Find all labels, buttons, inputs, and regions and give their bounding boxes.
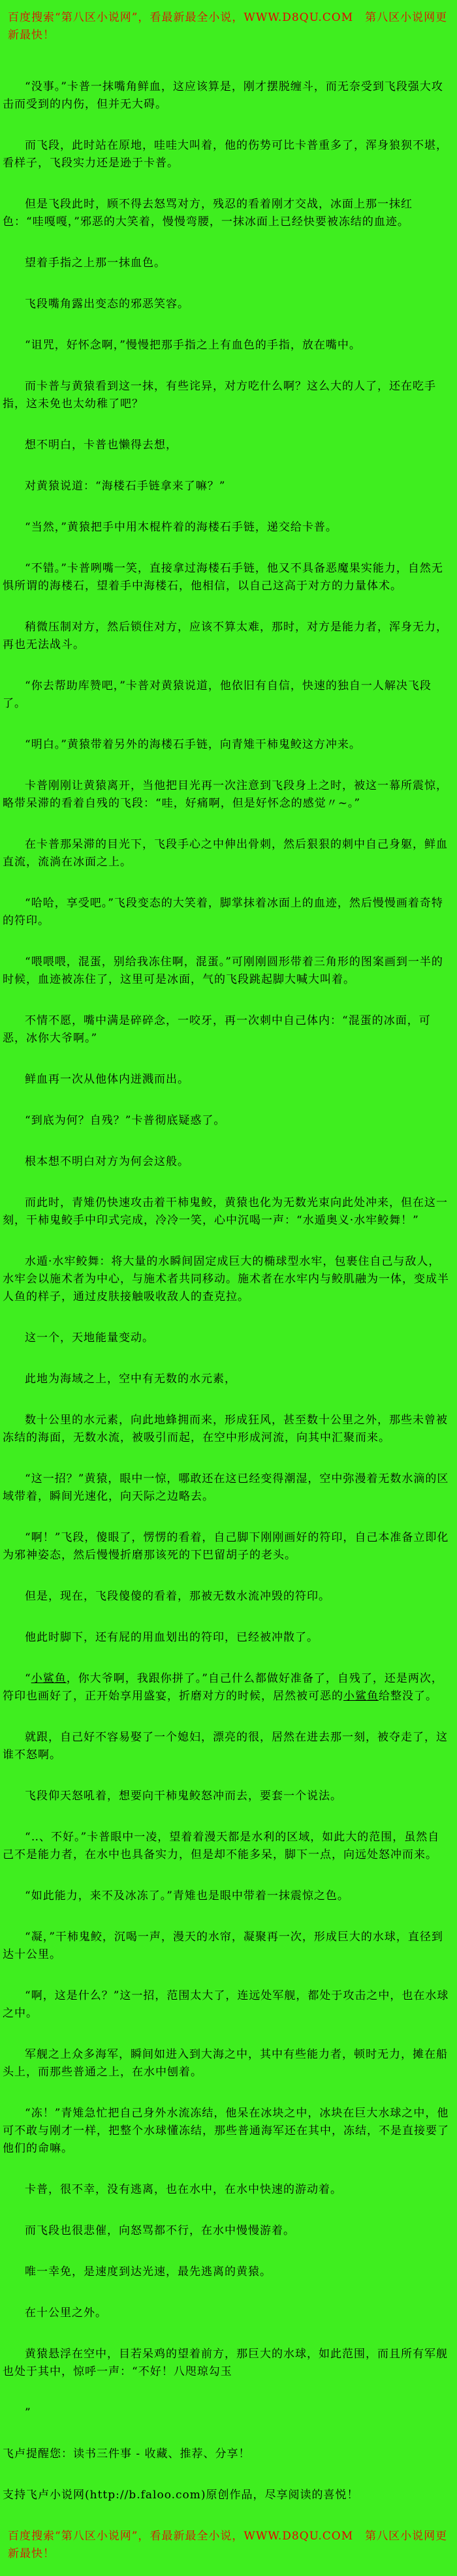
text-segment: 黄猿悬浮在空中，目若呆鸡的望着前方，那巨大的水球，如此范围，而且所有军舰也处于其中，惊呼一声：“不好！八咫琼勾玉 <box>3 2348 448 2378</box>
keyword-link[interactable]: 小鲨鱼 <box>343 1690 379 1703</box>
paragraph <box>3 196 449 231</box>
paragraph <box>3 137 449 172</box>
text-segment: 而卡普与黄猿看到这一抹，有些诧异，对方吃什么啊？这么大的人了，还在吃手指，这未免也太幼稚了吧？ <box>3 380 436 411</box>
text-segment: 想不明白，卡普也懒得去想， <box>25 439 178 452</box>
paragraph <box>3 1987 449 2023</box>
paragraph <box>3 677 449 713</box>
text-segment: 望着手指之上那一抹血色。 <box>25 256 166 270</box>
paragraph <box>3 2105 449 2158</box>
paragraph <box>3 478 449 495</box>
text-segment: 飞卢提醒您：读书三件事 - 收藏、推荐、分享！ <box>3 2447 251 2460</box>
paragraph <box>3 1253 449 1306</box>
text-segment: “啊！”飞段，傻眼了，愣愣的看着，自己脚下刚刚画好的符印，自己本准备立即化为邪神姿态，然后慢慢折磨那该死的下巴留胡子的老头。 <box>3 1531 449 1562</box>
text-segment: 飞段仰天怒吼着，想要向干柿鬼鲛怒冲而去，要套一个说法。 <box>25 1790 342 1803</box>
text-segment: 卡普刚刚让黄猿离开，当他把目光再一次注意到飞段身上之时，被这一幕所震惊，略带呆滞的看着自残的飞段：“哇，好痛啊，但是好怀念的感觉〃~。” <box>3 779 448 810</box>
text-segment: 卡普，很不幸，没有逃离，也在水中，在水中快速的游动着。 <box>25 2183 342 2196</box>
paragraph <box>3 1829 449 1864</box>
paragraph <box>3 895 449 930</box>
text-segment: 但是，现在，飞段傻傻的看着，那被无数水流冲毁的符印。 <box>25 1590 330 1603</box>
paragraph <box>3 2263 449 2281</box>
text-segment: 这一个，天地能量变动。 <box>25 1331 154 1344</box>
text-segment: “凝，”干柿鬼鲛，沉喝一声，漫天的水帘，凝聚再一次，形成巨大的水球，直径到达十公里。 <box>3 1931 443 1961</box>
paragraph <box>3 1629 449 1647</box>
text-segment: ” <box>25 2406 31 2419</box>
text-segment: 在十公里之外。 <box>25 2306 107 2320</box>
paragraph <box>3 777 449 813</box>
text-segment: 数十公里的水元素，向此地蜂拥而来，形成狂风，甚至数十公里之外，那些未曾被冻结的海面，无数水流，被吸引而起，在空中形成河流，向其中汇聚而来。 <box>3 1414 448 1444</box>
paragraph <box>3 736 449 754</box>
paragraph <box>3 378 449 413</box>
text-segment: “ <box>25 1672 31 1685</box>
paragraph <box>3 1788 449 1805</box>
text-segment: 支持飞卢小说网(http://b.faloo.com)原创作品，尽享阅读的喜悦！ <box>3 2489 359 2502</box>
paragraph <box>3 1929 449 1964</box>
paragraph <box>3 2222 449 2240</box>
paragraph <box>3 2181 449 2199</box>
paragraph <box>3 1529 449 1564</box>
text-segment: “冻！”青雉急忙把自己身外水流冻结，他呆在冰块之中，冰块在巨大水球之中，他可不敢与刚才一样，把整个水球懂冻结，那些普通海军还在其中，冻结，不是直接要了他们的命嘛。 <box>3 2107 449 2155</box>
text-segment: 不情不愿，嘴中满是碎碎念，一咬牙，再一次刺中自己体内：“混蛋的冰面，可恶，冰你大爷啊。” <box>3 1014 431 1045</box>
paragraph <box>3 836 449 871</box>
paragraph <box>3 1729 449 1764</box>
text-segment: “到底为何？自残？”卡普彻底疑惑了。 <box>25 1114 226 1127</box>
text-segment: 而此时，青雉仍快速攻击着干柿鬼鲛，黄猿也化为无数光束向此处冲来，但在这一刻，干柿鬼鲛手中印式完成，冷冷一笑，心中沉喝一声：“水遁奥义·水牢鲛舞！” <box>3 1196 448 1227</box>
text-segment: “‥、不好。”卡普眼中一凌，望着着漫天都是水利的区域，如此大的范围，虽然自己不是能力者，在水中也具备实力，但是却不能多呆，脚下一点，向远处怒冲而来。 <box>3 1831 440 1861</box>
text-segment: 飞段嘴角露出变态的邪恶笑容。 <box>25 298 189 311</box>
text-segment: 他此时脚下，还有屁的用血划出的符印，已经被冲散了。 <box>25 1631 319 1644</box>
promo-footer: 百度搜索“第八区小说网”，看最新最全小说，WWW.D8QU.COM 第八区小说网更新最快！ <box>8 2530 448 2560</box>
paragraph <box>3 519 449 536</box>
paragraph <box>3 1588 449 1606</box>
text-segment: 军舰之上众多海军，瞬间如进入到大海之中，其中有些能力者，顿时无力，摊在船头上，而那些普通之上，在水中刨着。 <box>3 2048 448 2079</box>
paragraph <box>3 2304 449 2322</box>
text-segment: “当然，”黄猿把手中用木棍杵着的海楼石手链，递交给卡普。 <box>25 521 338 534</box>
text-segment: 稍微压制对方，然后锁住对方，应该不算太难，那时，对方是能力者，浑身无力，再也无法战斗。 <box>3 621 448 651</box>
text-segment: 唯一幸免，是速度到达光速，最先逃离的黄猿。 <box>25 2265 272 2278</box>
paragraph <box>3 78 449 114</box>
text-segment: 水遁·水牢鲛舞：将大量的水瞬间固定成巨大的椭球型水牢，包裹住自己与敌人，水牢会以施术者为中心，与施术者共同移动。施术者在水牢内与鲛肌融为一体，变成半人鱼的样子，通过皮肤接触吸收敌人的查克拉。 <box>3 1255 449 1303</box>
paragraph <box>3 560 449 595</box>
text-segment: “啊，这是什么？”这一招，范围太大了，连远处军舰，都处于攻击之中，也在水球之中。 <box>3 1989 449 2020</box>
text-segment: “哈哈，享受吧。”飞段变态的大笑着，脚掌抹着冰面上的血迹，然后慢慢画着奇特的符印。 <box>3 897 443 927</box>
paragraph <box>3 1887 449 1905</box>
keyword-link[interactable]: 小鲨鱼 <box>31 1672 67 1685</box>
paragraph <box>3 296 449 313</box>
paragraph <box>3 2445 449 2463</box>
paragraph <box>3 1012 449 1047</box>
text-segment: 就跟，自己好不容易娶了一个媳妇，漂亮的很，居然在进去那一刻，被夺走了，这谁不怒啊。 <box>3 1731 448 1761</box>
paragraph <box>3 1329 449 1347</box>
paragraph <box>3 1371 449 1388</box>
paragraph <box>3 2404 449 2422</box>
text-segment: 在卡普那呆滞的目光下，飞段手心之中伸出骨刺，然后狠狠的刺中自己身躯，鲜血直流，流淌在冰面之上。 <box>3 838 448 869</box>
text-segment: 对黄猿说道：“海楼石手链拿来了嘛？” <box>25 480 226 493</box>
paragraph <box>3 954 449 989</box>
paragraph <box>3 1153 449 1171</box>
paragraph <box>3 2487 449 2504</box>
paragraph <box>3 1194 449 1230</box>
text-segment: 给整没了。 <box>379 1690 437 1703</box>
paragraph <box>3 2046 449 2081</box>
promo-header: 百度搜索“第八区小说网”，看最新最全小说，WWW.D8QU.COM 第八区小说网更新最快！ <box>8 11 448 42</box>
text-segment: “这一招？”黄猿，眼中一惊，哪敢还在这已经变得潮湿，空中弥漫着无数水滴的区域带着，瞬间光速化，向天际之边略去。 <box>3 1472 449 1503</box>
paragraph <box>3 1470 449 1506</box>
paragraph <box>3 2346 449 2381</box>
text-segment: 但是飞段此时，顾不得去怒骂对方，残忍的看着刚才交战，冰面上那一抹红色：“哇嘎嘎，”邪恶的大笑着，慢慢弯腰，一抹冰面上已经快要被冻结的血迹。 <box>3 198 413 228</box>
text-segment: 鲜血再一次从他体内迸溅而出。 <box>25 1073 189 1086</box>
paragraph-list <box>3 78 449 2504</box>
text-segment: “诅咒，好怀念啊，”慢慢把那手指之上有血色的手指，放在嘴中。 <box>25 339 361 352</box>
paragraph <box>3 1071 449 1089</box>
text-segment: “如此能力，来不及冰冻了。”青雉也是眼中带着一抹震惊之色。 <box>25 1889 349 1902</box>
text-segment: 根本想不明白对方为何会这般。 <box>25 1155 189 1168</box>
paragraph <box>3 337 449 354</box>
text-segment: 而飞段，此时站在原地，哇哇大叫着，他的伤势可比卡普重多了，浑身狼狈不堪，看样子，飞段实力还是逊于卡普。 <box>3 139 448 170</box>
paragraph <box>3 437 449 454</box>
text-segment: “不错。”卡普咧嘴一笑，直接拿过海楼石手链，他又不具备恶魔果实能力，自然无惧所谓的海楼石，望着手中海楼石，他相信，以自己这高于对方的力量体术。 <box>3 562 443 593</box>
text-segment: “喂喂喂，混蛋，别给我冻住啊，混蛋。”可刚刚圆形带着三角形的图案画到一半的时候，血迹被冻住了，这里可是冰面，气的飞段跳起脚大喊大叫着。 <box>3 955 443 986</box>
paragraph <box>3 255 449 272</box>
text-segment: 此地为海域之上，空中有无数的水元素， <box>25 1373 236 1386</box>
text-segment: “明白。”黄猿带着另外的海楼石手链，向青雉干柿鬼鲛这方冲来。 <box>25 738 361 751</box>
text-segment: “你去帮助库赞吧，”卡普对黄猿说道，他依旧有自信，快速的独自一人解决飞段了。 <box>3 679 432 710</box>
text-segment: ，你大爷啊，我跟你拼了。”自己什么都做好准备了，自残了，还是两次，符印也画好了，正开始享用盛宴，折磨对方的时候，居然被可恶的 <box>3 1672 443 1703</box>
paragraph <box>3 1112 449 1130</box>
paragraph <box>3 1412 449 1447</box>
text-segment: 而飞段也很悲催，向怒骂都不行，在水中慢慢游着。 <box>25 2224 295 2237</box>
text-segment: “没事。”卡普一抹嘴角鲜血，这应该算是，刚才摆脱缠斗，而无奈受到飞段强大攻击而受到的内伤，但并无大碍。 <box>3 80 443 111</box>
paragraph <box>3 1670 449 1705</box>
paragraph <box>3 619 449 654</box>
